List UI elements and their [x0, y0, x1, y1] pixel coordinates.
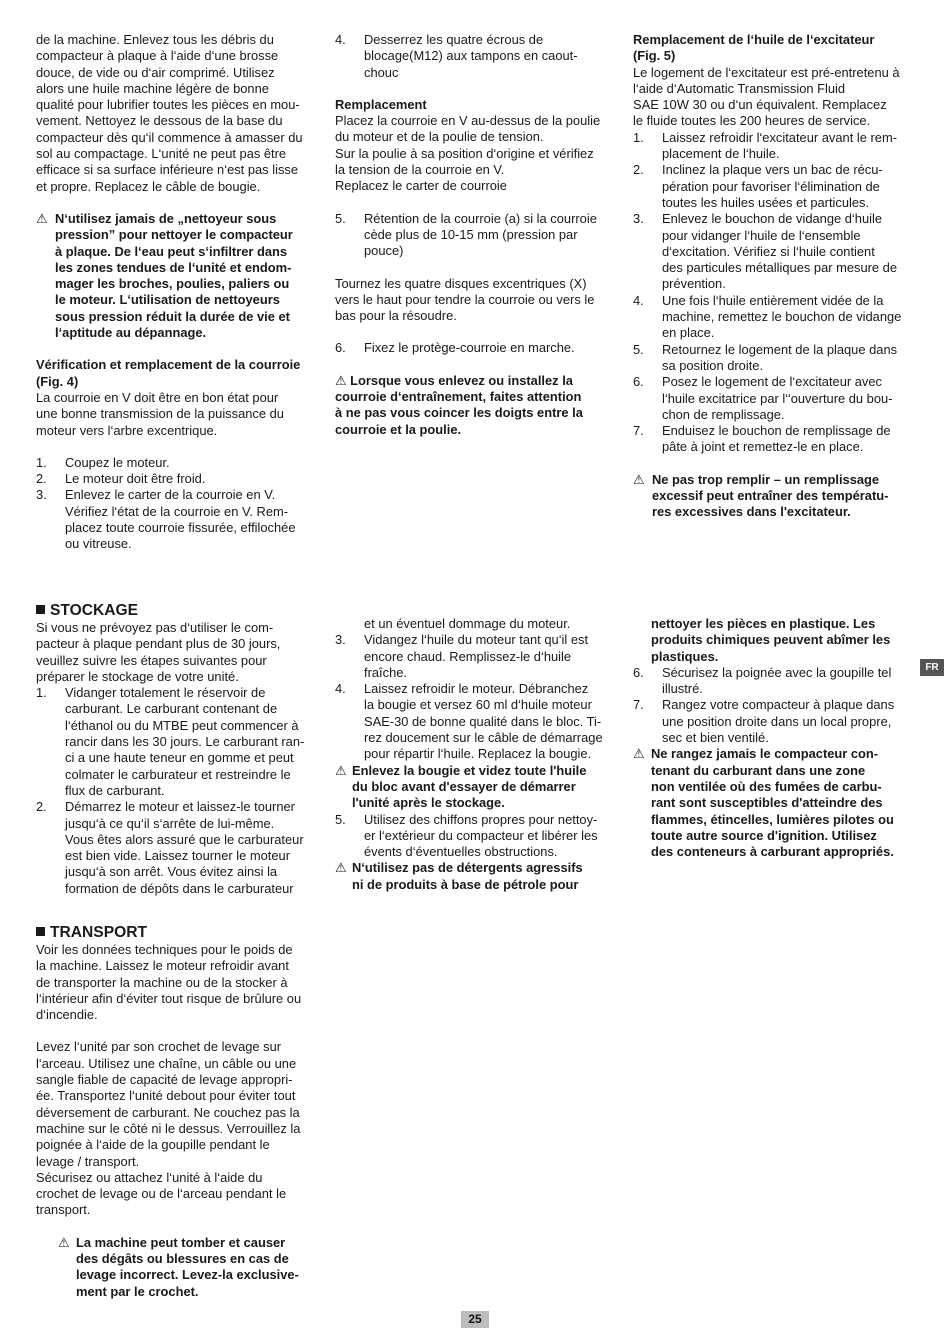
list-item: 5. Utilisez des chiffons propres pour nettoy- er l‘extérieur du compacteur et libérer les évents d‘éventuelles obstructions.: [335, 811, 598, 860]
section-title-storage: STOCKAGE: [36, 602, 320, 620]
list-item: 4. Laissez refroidir le moteur. Débranchez la bougie et versez 60 ml d‘huile moteur SAE-30 de bonne qualité dans le bloc. Ti- rez doucement sur le câble de démarrage pour répartir l‘huile. Replacez la bougie.: [335, 681, 603, 762]
page-number: 25: [461, 1311, 489, 1328]
language-tab: FR: [920, 659, 944, 676]
warning-icon: ⚠: [58, 1234, 70, 1250]
warning-block: [36, 1235, 320, 1300]
warning-block: [335, 763, 621, 812]
list-item: 6. Sécurisez la poignée avec la goupille tel illustré.: [633, 664, 892, 697]
top-column-2: [335, 32, 621, 438]
warning-icon: ⚠: [335, 860, 347, 876]
top-column-3: [633, 32, 923, 521]
warning-icon: ⚠: [335, 762, 347, 778]
section-heading: Remplacement: [335, 96, 427, 112]
paragraph: Le logement de l‘excitateur est pré-entretenu à l‘aide d‘Automatic Transmission Fluid SAE 10W 30 ou d‘un équivalent. Remplacez le fluide toutes les 200 heures de service.: [633, 64, 900, 129]
paragraph: Placez la courroie en V au-dessus de la poulie du moteur et de la poulie de tension. Sur la poulie à sa position d‘origine et vérifiez la tension de la courroie en V. Replacez le carter de courroie: [335, 113, 601, 194]
warning-icon: ⚠: [36, 210, 48, 226]
warning-block: [36, 211, 320, 341]
list-item: 6. Fixez le protège-courroie en marche.: [335, 340, 575, 356]
paragraph: Levez l‘unité par son crochet de levage sur l‘arceau. Utilisez une chaîne, un câble ou une sangle fiable de capacité de levage appropri- ée. Transportez l‘unité debout pour éviter tout déversement de carburant. Ne couchez pas la machine sur le côté ni le dessus. Verrouillez la poignée à l‘aide de la goupille pendant le levage / transport. Sécurisez ou attachez l‘unité à l‘aide du crochet de levage ou de l‘arceau pendant le transport.: [36, 1039, 301, 1218]
list-item: 5. Retournez le logement de la plaque dans sa position droite.: [633, 341, 898, 373]
list-item: 4. Desserrez les quatre écrous de blocage(M12) aux tampons en caout- chouc: [335, 32, 578, 80]
list-item: 2. Le moteur doit être froid.: [36, 471, 206, 487]
warning-text: ⚠ Lorsque vous enlevez ou installez la courroie d‘entraînement, faites attention à ne pas vous coincer les doigts entre la courroie et la poulie.: [335, 372, 583, 437]
storage-column-2: [335, 616, 621, 893]
warning-text: N‘utilisez pas de détergents agressifs ni de produits à base de pétrole pour: [352, 860, 583, 892]
section-title-transport: TRANSPORT: [36, 924, 320, 942]
top-column-1: [36, 32, 320, 553]
section-heading: Vérification et remplacement de la courroie (Fig. 4): [36, 357, 301, 389]
warning-icon: ⚠: [335, 372, 347, 388]
warning-block: [335, 373, 621, 438]
list-item: 1. Coupez le moteur.: [36, 454, 170, 470]
warning-block: [335, 860, 621, 893]
transport-column: [36, 920, 320, 1300]
list-item: 2. Inclinez la plaque vers un bac de récu- pération pour favoriser l‘élimination de toutes les huiles usées et particules.: [633, 162, 883, 210]
warning-block: [633, 472, 923, 521]
warning-text: Ne pas trop remplir – un remplissage excessif peut entraîner des températu- res excessives dans l'excitateur.: [652, 471, 889, 520]
warning-text: Ne rangez jamais le compacteur con- tenant du carburant dans une zone non ventilée où des fumées de carbu- rant sont susceptibles d'atteindre des flammes, étincelles, lumières pilotes ou toute autre source d'ignition. Utilisez des conteneurs à carburant appropriés.: [651, 746, 894, 860]
list-item: 6. Posez le logement de l‘excitateur avec l‘huile excitatrice par l‘‘ouverture du bou- chon de remplissage.: [633, 374, 893, 422]
warning-block: [633, 746, 918, 860]
list-item: 7. Rangez votre compacteur à plaque dans une position droite dans un local propre, sec et bien ventilé.: [633, 697, 895, 746]
list-item: 3. Enlevez le bouchon de vidange d‘huile pour vidanger l‘huile de l‘ensemble d‘excitation. Vérifiez si l‘huile contient des particules métalliques par mesure de prévention.: [633, 211, 898, 292]
storage-column-1: [36, 598, 320, 897]
warning-icon: ⚠: [633, 746, 645, 762]
paragraph: Si vous ne prévoyez pas d‘utiliser le com- pacteur à plaque pendant plus de 30 jours, veuillez suivre les étapes suivantes pour préparer le stockage de votre unité.: [36, 620, 281, 684]
square-bullet-icon: [36, 605, 45, 614]
warning-continuation: nettoyer les pièces en plastique. Les produits chimiques peuvent abîmer les plastiques.: [651, 616, 891, 664]
list-item: 3. Enlevez le carter de la courroie en V. Vérifiez l‘état de la courroie en V. Rem- placez toute courroie fissurée, effilochée ou vitreuse.: [36, 487, 296, 552]
paragraph: La courroie en V doit être en bon état pour une bonne transmission de la puissance du moteur vers l‘arbre excentrique.: [36, 389, 284, 438]
list-item: 7. Enduisez le bouchon de remplissage de pâte à joint et remettez-le en place.: [633, 423, 891, 455]
list-item-continuation: et un éventuel dommage du moteur.: [364, 616, 571, 631]
warning-text: N‘utilisez jamais de „nettoyeur sous pression” pour nettoyer le compacteur à plaque. De l‘eau peut s‘infiltrer dans les zones tendues de l‘unité et endom- mager les broches, poulies, paliers ou le moteur. L‘utilisation de nettoyeurs sous pression réduit la durée de vie et l‘aptitude au dépannage.: [55, 210, 293, 341]
square-bullet-icon: [36, 927, 45, 936]
storage-column-3: [633, 616, 918, 860]
list-item: 2. Démarrez le moteur et laissez-le tourner jusqu‘à ce qu‘il s‘arrête de lui-même. Vous êtes alors assuré que le carburateur est bien vide. Laissez tourner le moteur jusqu‘à son arrêt. Vous évitez ainsi la formation de dépôts dans le carburateur: [36, 799, 304, 896]
warning-text: La machine peut tomber et causer des dégâts ou blessures en cas de levage incorrect. Levez-la exclusive- ment par le crochet.: [76, 1234, 299, 1299]
list-item: 1. Vidanger totalement le réservoir de carburant. Le carburant contenant de l‘éthanol ou du MTBE peut commencer à rancir dans les 30 jours. Le carburant ran- ci a une haute teneur en gomme et peut colmater le carburateur et restreindre le flux de carburant.: [36, 685, 305, 798]
list-item: 5. Rétention de la courroie (a) si la courroie cède plus de 10-15 mm (pression par pouce): [335, 210, 597, 259]
list-item: 1. Laissez refroidir l‘excitateur avant le rem- placement de l‘huile.: [633, 129, 897, 162]
section-heading: Remplacement de l‘huile de l‘excitateur (Fig. 5): [633, 32, 875, 64]
paragraph: Voir les données techniques pour le poids de la machine. Laissez le moteur refroidir avant de transporter la machine ou de la stocker à l‘intérieur afin d‘éviter tout risque de brûlure ou d‘incendie.: [36, 942, 302, 1023]
paragraph: Tournez les quatre disques excentriques (X) vers le haut pour tendre la courroie ou vers le bas pour la résoudre.: [335, 275, 595, 324]
warning-text: Enlevez la bougie et videz toute l'huile du bloc avant d'essayer de démarrer l'unité après le stockage.: [352, 762, 587, 811]
list-item: 4. Une fois l‘huile entièrement vidée de la machine, remettez le bouchon de vidange en place.: [633, 292, 902, 341]
list-item: 3. Vidangez l‘huile du moteur tant qu‘il est encore chaud. Remplissez-le d‘huile fraîche.: [335, 632, 589, 680]
warning-icon: ⚠: [633, 471, 645, 487]
paragraph: de la machine. Enlevez tous les débris du compacteur à plaque à l‘aide d‘une brosse douce, de vide ou d‘air comprimé. Utilisez alors une huile machine légère de bonne qualité pour lubrifier toutes les pièces en mou- vement. Nettoyez le dessous de la base du compacteur dès qu‘il commence à amasser du sol au compactage. L‘unité ne peut pas être efficace si sa surface inférieure n‘est pas lisse et propre. Replacez le câble de bougie.: [36, 32, 303, 194]
